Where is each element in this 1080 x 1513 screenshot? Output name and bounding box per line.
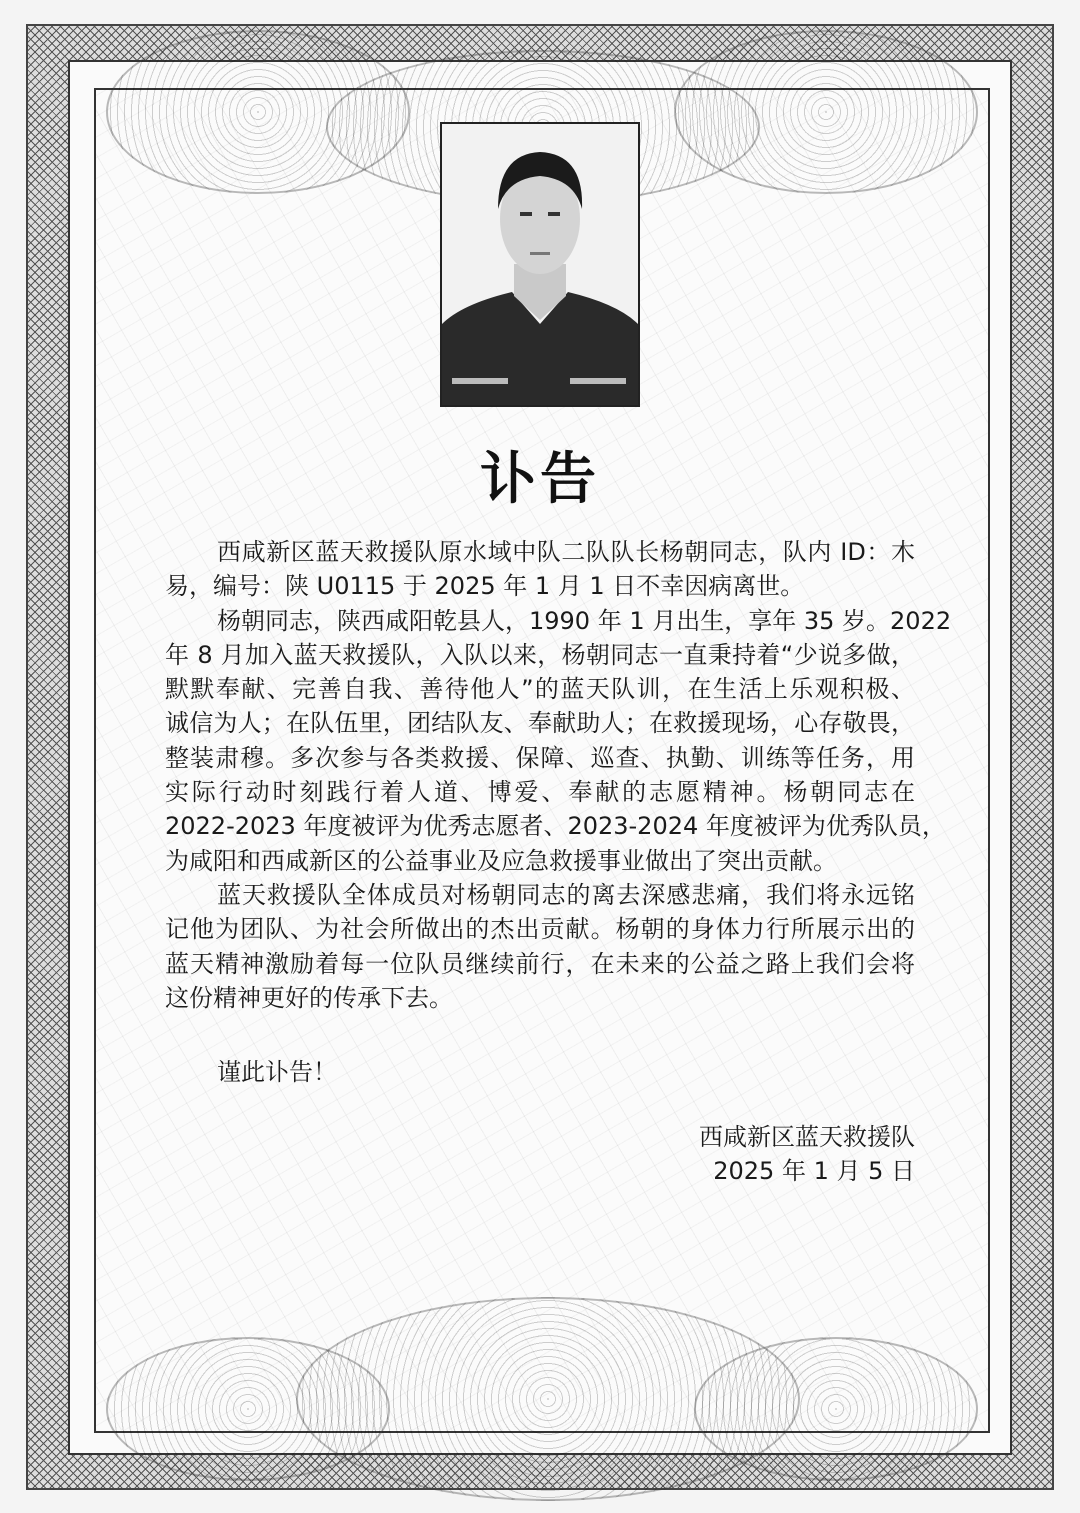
paragraph-2 xyxy=(165,604,952,878)
closing-text: 谨此讣告！ xyxy=(217,1058,337,1086)
text-line: 蓝天精神激励着每一位队员继续前行，在未来的公益之路上我们会将 xyxy=(165,949,915,978)
text-line: 2022-2023 年度被评为优秀志愿者、2023-2024 年度被评为优秀队员， xyxy=(165,812,946,841)
text-line: 杨朝同志，陕西咸阳乾县人，1990 年 1 月出生，享年 35 岁。2022 xyxy=(217,606,952,635)
page-title: 讣告 xyxy=(480,447,600,512)
ornament-bottom-left xyxy=(106,1337,390,1481)
text-line: 蓝天救援队全体成员对杨朝同志的离去深感悲痛，我们将永远铭 xyxy=(217,880,915,909)
portrait-photo xyxy=(440,122,640,407)
signature-block xyxy=(699,1120,915,1188)
text-line: 西咸新区蓝天救援队原水域中队二队队长杨朝同志，队内 ID：木 xyxy=(217,538,915,566)
text-line: 易，编号：陕 U0115 于 2025 年 1 月 1 日不幸因病离世。 xyxy=(165,572,805,601)
obituary-body xyxy=(165,535,952,1015)
text-line: 这份精神更好的传承下去。 xyxy=(165,983,453,1012)
signature-org: 西咸新区蓝天救援队 xyxy=(699,1123,915,1151)
ornament-bottom-right xyxy=(694,1337,978,1481)
text-line: 诚信为人；在队伍里，团结队友、奉献助人；在救援现场，心存敬畏， xyxy=(165,709,915,738)
text-line: 记他为团队、为社会所做出的杰出贡献。杨朝的身体力行所展示出的 xyxy=(165,915,915,944)
text-line: 为咸阳和西咸新区的公益事业及应急救援事业做出了突出贡献。 xyxy=(165,846,837,875)
paragraph-3 xyxy=(165,878,915,1015)
signature-date: 2025 年 1 月 5 日 xyxy=(713,1157,915,1185)
paragraph-1 xyxy=(165,535,915,604)
text-line: 默默奉献、完善自我、善待他人”的蓝天队训，在生活上乐观积极、 xyxy=(165,675,915,704)
text-line: 整装肃穆。多次参与各类救援、保障、巡查、执勤、训练等任务，用 xyxy=(165,743,915,772)
text-line: 年 8 月加入蓝天救援队，入队以来，杨朝同志一直秉持着“少说多做， xyxy=(165,640,915,669)
text-line: 实际行动时刻践行着人道、博爱、奉献的志愿精神。杨朝同志在 xyxy=(165,778,915,807)
